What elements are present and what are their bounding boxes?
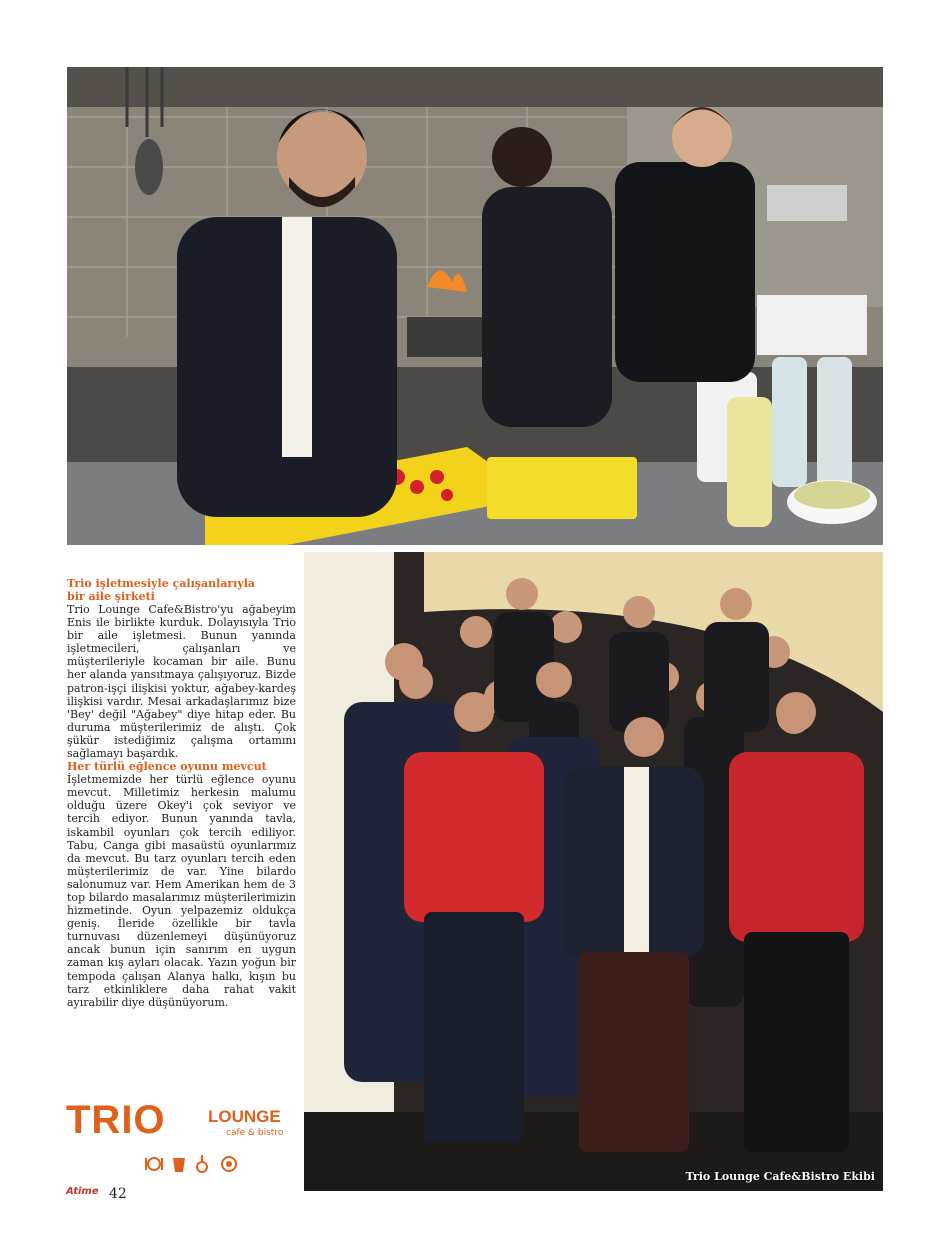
drink-cup-icon: [173, 1158, 185, 1172]
team-photo-illustration: [304, 552, 883, 1191]
section-heading-line: Trio işletmesiyle çalışanlarıyla: [67, 577, 256, 590]
fork-knife-plate-icon: [146, 1158, 162, 1170]
logo-tagline: cafe & bistro: [226, 1128, 284, 1138]
section-heading-line: bir aile şirketi: [67, 590, 155, 603]
photo-caption: Trio Lounge Cafe&Bistro Ekibi: [685, 1170, 875, 1183]
billiard-ball-icon: [222, 1157, 236, 1171]
section-heading: [67, 577, 296, 603]
logo-sub-text: LOUNGE: [208, 1107, 281, 1126]
paragraph: Trio Lounge Cafe&Bistro'yu ağabeyim Enis ile birlikte kurduk. Dolayısıyla Trio bir aile işletmesi. Bunun yanında işletmecileri, çalışanları ve müşterileriyle kocaman bir aile. Bunu her alanda yansıtmaya çalışıyoruz. Bizde patron-işçi ilişkisi yoktur, ağabey-kardeş ilişkisi vardır. Mesai arkadaşlarımız bize 'Bey' değil "Ağabey" diye hitap eder. Bu duruma müşterilerimiz de alıştı. Çok şükür istediğimiz çalışma ortamını sağlamayı başardık.: [67, 603, 296, 761]
magazine-brand: Atime: [66, 1186, 99, 1197]
hookah-icon: [197, 1155, 207, 1172]
kitchen-photo-illustration: [67, 67, 883, 545]
trio-logo-graphic: [66, 1098, 296, 1178]
trio-lounge-logo: [66, 1098, 296, 1178]
paragraph: İşletmemizde her türlü eğlence oyunu mevcut. Milletimiz herkesin malumu olduğu üzere Okey'i çok seviyor ve tercih ediyor. Bunun yanında tavla, iskambil oyunları çok tercih ediliyor. Tabu, Canga gibi masaüstü oyunlarımız da mevcut. Bu tarz oyunları tercih eden müşterilerimiz de var. Yine bilardo salonumuz var. Hem Amerikan hem de 3 top bilardo masalarımız müşterilerimizin hizmetinde. Oyun yelpazemiz oldukça geniş. İleride özellikle bir tavla turnuvası düzenlemeyi düşünüyoruz ancak bunun için sanırım en uygun zaman kış ayları olacak. Yazın yoğun bir tempoda çalışan Alanya halkı, kışın bu tarz etkinliklere daha rahat vakit ayırabilir diye düşünüyorum.: [67, 773, 296, 1009]
article-text: [67, 577, 296, 1009]
logo-main-text: TRIO: [66, 1098, 166, 1142]
team-photo: [304, 552, 883, 1191]
section-heading: Her türlü eğlence oyunu mevcut: [67, 760, 267, 774]
page-number: 42: [109, 1186, 127, 1202]
kitchen-photo: [67, 67, 883, 545]
